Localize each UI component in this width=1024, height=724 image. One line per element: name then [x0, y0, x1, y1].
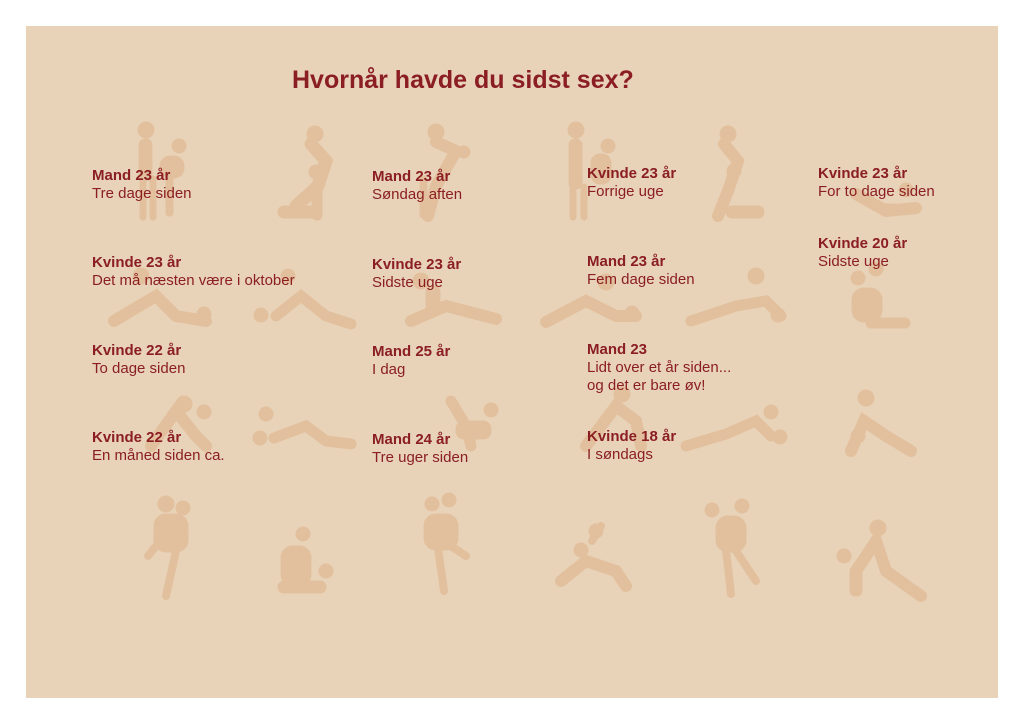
entry-who: Kvinde 23 år — [587, 165, 677, 182]
couple-figure-icon — [253, 407, 351, 445]
entry-5 — [92, 254, 295, 290]
entry-12 — [92, 429, 225, 465]
entry-who: Mand 24 år — [372, 431, 451, 448]
entry-4 — [818, 165, 935, 201]
entry-who: Mand 23 år — [92, 167, 171, 184]
couple-figure-icon — [851, 262, 910, 328]
couple-figure-icon — [705, 499, 756, 594]
poster-panel — [26, 26, 998, 698]
entry-who: Mand 23 år — [372, 168, 451, 185]
entry-who: Kvinde 18 år — [587, 428, 677, 445]
entry-7 — [587, 253, 695, 289]
entry-9 — [92, 342, 185, 378]
entry-14 — [587, 428, 676, 464]
entry-3 — [587, 165, 676, 201]
entry-6 — [372, 256, 461, 292]
entry-2 — [372, 168, 462, 204]
entry-when: I søndags — [587, 446, 653, 463]
entry-when: Fem dage siden — [587, 271, 695, 288]
couple-figure-icon — [148, 496, 190, 596]
entry-8 — [818, 235, 907, 271]
entry-when: Sidste uge — [372, 274, 443, 291]
entry-who: Kvinde 23 år — [818, 165, 908, 182]
entry-who: Kvinde 23 år — [92, 254, 182, 271]
entry-10 — [372, 343, 450, 379]
entry-when: Forrige uge — [587, 183, 664, 200]
couple-figure-icon — [278, 527, 333, 593]
entry-when: I dag — [372, 361, 406, 378]
couple-figure-icon — [837, 520, 921, 596]
page-title: Hvornår havde du sidst sex? — [292, 66, 634, 94]
couple-figure-icon — [691, 268, 785, 322]
entry-13 — [372, 431, 468, 467]
entry-when: Søndag aften — [372, 186, 463, 203]
entry-when: En måned siden ca. — [92, 447, 225, 464]
entry-who: Kvinde 22 år — [92, 342, 182, 359]
couple-figure-icon — [278, 126, 326, 220]
entry-when: Tre uger siden — [372, 449, 469, 466]
entry-who: Kvinde 23 år — [372, 256, 462, 273]
entry-who: Mand 23 år — [587, 253, 666, 270]
entry-who: Kvinde 20 år — [818, 235, 908, 252]
entry-when-line-2: og det er bare øv! — [587, 377, 706, 394]
couple-figure-icon — [718, 126, 764, 218]
entry-1 — [92, 167, 192, 203]
entry-when: Sidste uge — [818, 253, 889, 270]
entry-when: Lidt over et år siden... — [587, 359, 732, 376]
couple-figure-icon — [424, 493, 466, 591]
entry-when: For to dage siden — [818, 183, 935, 200]
couple-figure-icon — [851, 390, 911, 451]
couple-figure-icon — [686, 405, 787, 446]
entry-11 — [587, 341, 731, 395]
couple-figure-icon — [561, 524, 626, 586]
entry-when: Tre dage siden — [92, 185, 192, 202]
entry-when: Det må næsten være i oktober — [92, 272, 295, 289]
entry-who: Mand 23 — [587, 341, 648, 358]
entry-who: Kvinde 22 år — [92, 429, 182, 446]
entry-when: To dage siden — [92, 360, 186, 377]
entry-who: Mand 25 år — [372, 343, 451, 360]
